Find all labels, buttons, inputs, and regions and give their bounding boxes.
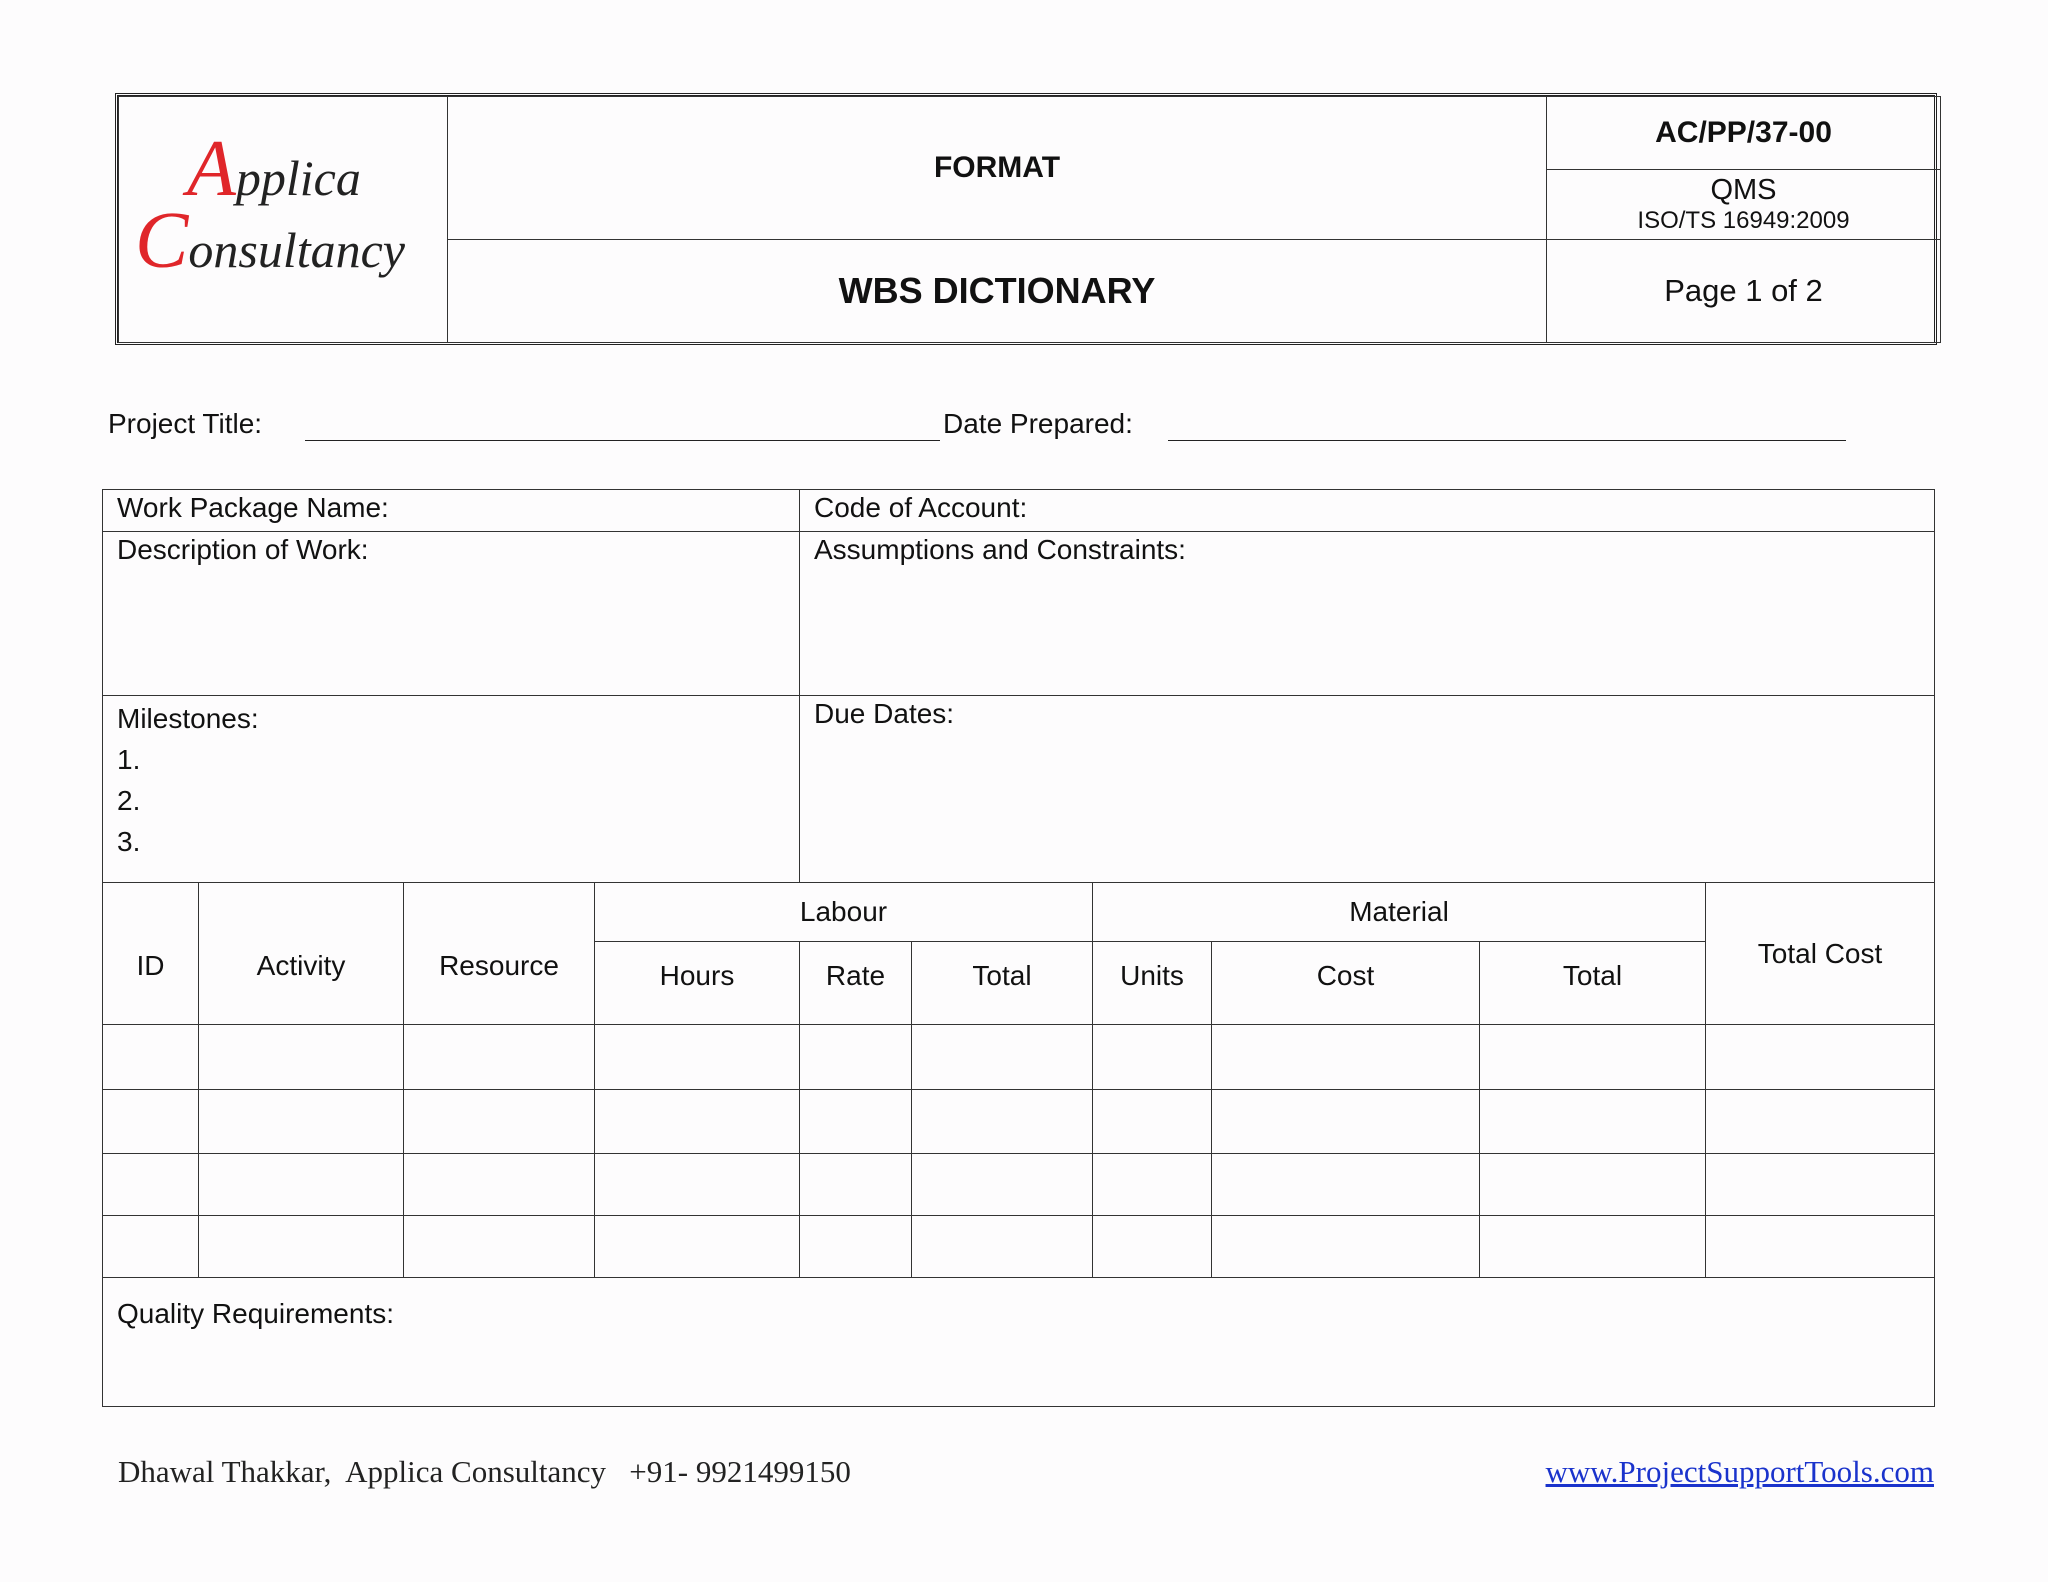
table-cell[interactable] [1212, 1154, 1480, 1216]
description-of-work-label: Description of Work: [117, 534, 369, 565]
col-header-activity: Activity [199, 883, 404, 1025]
table-row [103, 1090, 1935, 1154]
table-cell[interactable] [1706, 1090, 1935, 1154]
logo-letter-c: C [135, 197, 189, 285]
company-logo [119, 97, 448, 343]
quality-requirements-field[interactable] [103, 1278, 1935, 1407]
milestone-item: 2. [117, 785, 141, 816]
work-package-name-field[interactable] [103, 490, 800, 532]
table-cell[interactable] [1093, 1025, 1212, 1090]
document-header [115, 93, 1937, 345]
table-cell[interactable] [103, 1025, 199, 1090]
table-cell[interactable] [103, 1090, 199, 1154]
col-header-labour-rate: Rate [800, 942, 912, 1025]
table-cell[interactable] [1706, 1154, 1935, 1216]
qms-label: QMS [1710, 174, 1777, 207]
table-cell[interactable] [404, 1025, 595, 1090]
table-cell[interactable] [912, 1154, 1093, 1216]
due-dates-label: Due Dates: [814, 698, 955, 729]
table-cell[interactable] [199, 1216, 404, 1278]
table-cell[interactable] [1706, 1025, 1935, 1090]
table-cell[interactable] [1212, 1216, 1480, 1278]
table-cell[interactable] [1093, 1216, 1212, 1278]
col-header-material-units: Units [1093, 942, 1212, 1025]
quality-requirements-label: Quality Requirements: [117, 1298, 395, 1329]
code-of-account-label: Code of Account: [814, 492, 1028, 523]
wbs-form-table [102, 489, 1935, 1407]
table-cell[interactable] [595, 1090, 800, 1154]
format-label: FORMAT [448, 97, 1547, 240]
table-row [103, 1216, 1935, 1278]
table-row [103, 1025, 1935, 1090]
logo-text-line1: pplica [235, 150, 361, 206]
milestones-label: Milestones: [117, 703, 259, 734]
table-cell[interactable] [912, 1216, 1093, 1278]
milestones-field[interactable] [103, 696, 800, 883]
table-cell[interactable] [595, 1025, 800, 1090]
table-cell[interactable] [1093, 1154, 1212, 1216]
page-number: Page 1 of 2 [1547, 240, 1941, 343]
project-title-label: Project Title: [108, 408, 263, 439]
col-header-labour-hours: Hours [595, 942, 800, 1025]
table-cell[interactable] [404, 1154, 595, 1216]
table-cell[interactable] [103, 1216, 199, 1278]
col-header-resource: Resource [404, 883, 595, 1025]
table-cell[interactable] [1093, 1090, 1212, 1154]
col-header-id: ID [103, 883, 199, 1025]
footer-contact: Dhawal Thakkar, Applica Consultancy +91- 9921499150 [118, 1454, 851, 1489]
col-header-labour-total: Total [912, 942, 1093, 1025]
group-header-material: Material [1093, 883, 1706, 942]
table-cell[interactable] [1480, 1216, 1706, 1278]
document-code: AC/PP/37-00 [1547, 97, 1941, 170]
date-prepared-field[interactable] [1168, 440, 1846, 441]
document-title: WBS DICTIONARY [448, 240, 1547, 343]
table-cell[interactable] [800, 1090, 912, 1154]
col-header-material-cost: Cost [1212, 942, 1480, 1025]
table-cell[interactable] [199, 1090, 404, 1154]
assumptions-label: Assumptions and Constraints: [814, 534, 1186, 565]
table-cell[interactable] [199, 1154, 404, 1216]
group-header-labour: Labour [595, 883, 1093, 942]
iso-standard: ISO/TS 16949:2009 [1637, 207, 1850, 235]
qms-cell [1547, 170, 1941, 240]
logo-text-line2: onsultancy [188, 222, 405, 278]
table-cell[interactable] [404, 1216, 595, 1278]
col-header-total-cost: Total Cost [1706, 883, 1935, 1025]
milestone-item: 1. [117, 744, 141, 775]
table-cell[interactable] [800, 1216, 912, 1278]
due-dates-field[interactable] [800, 696, 1935, 883]
table-cell[interactable] [1706, 1216, 1935, 1278]
code-of-account-field[interactable] [800, 490, 1935, 532]
date-prepared-label: Date Prepared: [943, 408, 1133, 439]
logo-letter-a: A [187, 125, 236, 213]
table-cell[interactable] [404, 1090, 595, 1154]
col-header-material-total: Total [1480, 942, 1706, 1025]
table-cell[interactable] [1212, 1090, 1480, 1154]
table-cell[interactable] [103, 1154, 199, 1216]
assumptions-field[interactable] [800, 532, 1935, 696]
table-cell[interactable] [912, 1025, 1093, 1090]
milestone-item: 3. [117, 826, 141, 857]
table-cell[interactable] [800, 1025, 912, 1090]
table-row [103, 1154, 1935, 1216]
table-cell[interactable] [199, 1025, 404, 1090]
table-cell[interactable] [1480, 1154, 1706, 1216]
table-cell[interactable] [912, 1090, 1093, 1154]
table-cell[interactable] [800, 1154, 912, 1216]
table-cell[interactable] [1480, 1025, 1706, 1090]
footer-website-link[interactable]: www.ProjectSupportTools.com [1545, 1454, 1934, 1489]
table-cell[interactable] [1212, 1025, 1480, 1090]
project-title-field[interactable] [305, 440, 940, 441]
work-package-name-label: Work Package Name: [117, 492, 389, 523]
table-cell[interactable] [595, 1154, 800, 1216]
table-cell[interactable] [595, 1216, 800, 1278]
description-of-work-field[interactable] [103, 532, 800, 696]
table-cell[interactable] [1480, 1090, 1706, 1154]
